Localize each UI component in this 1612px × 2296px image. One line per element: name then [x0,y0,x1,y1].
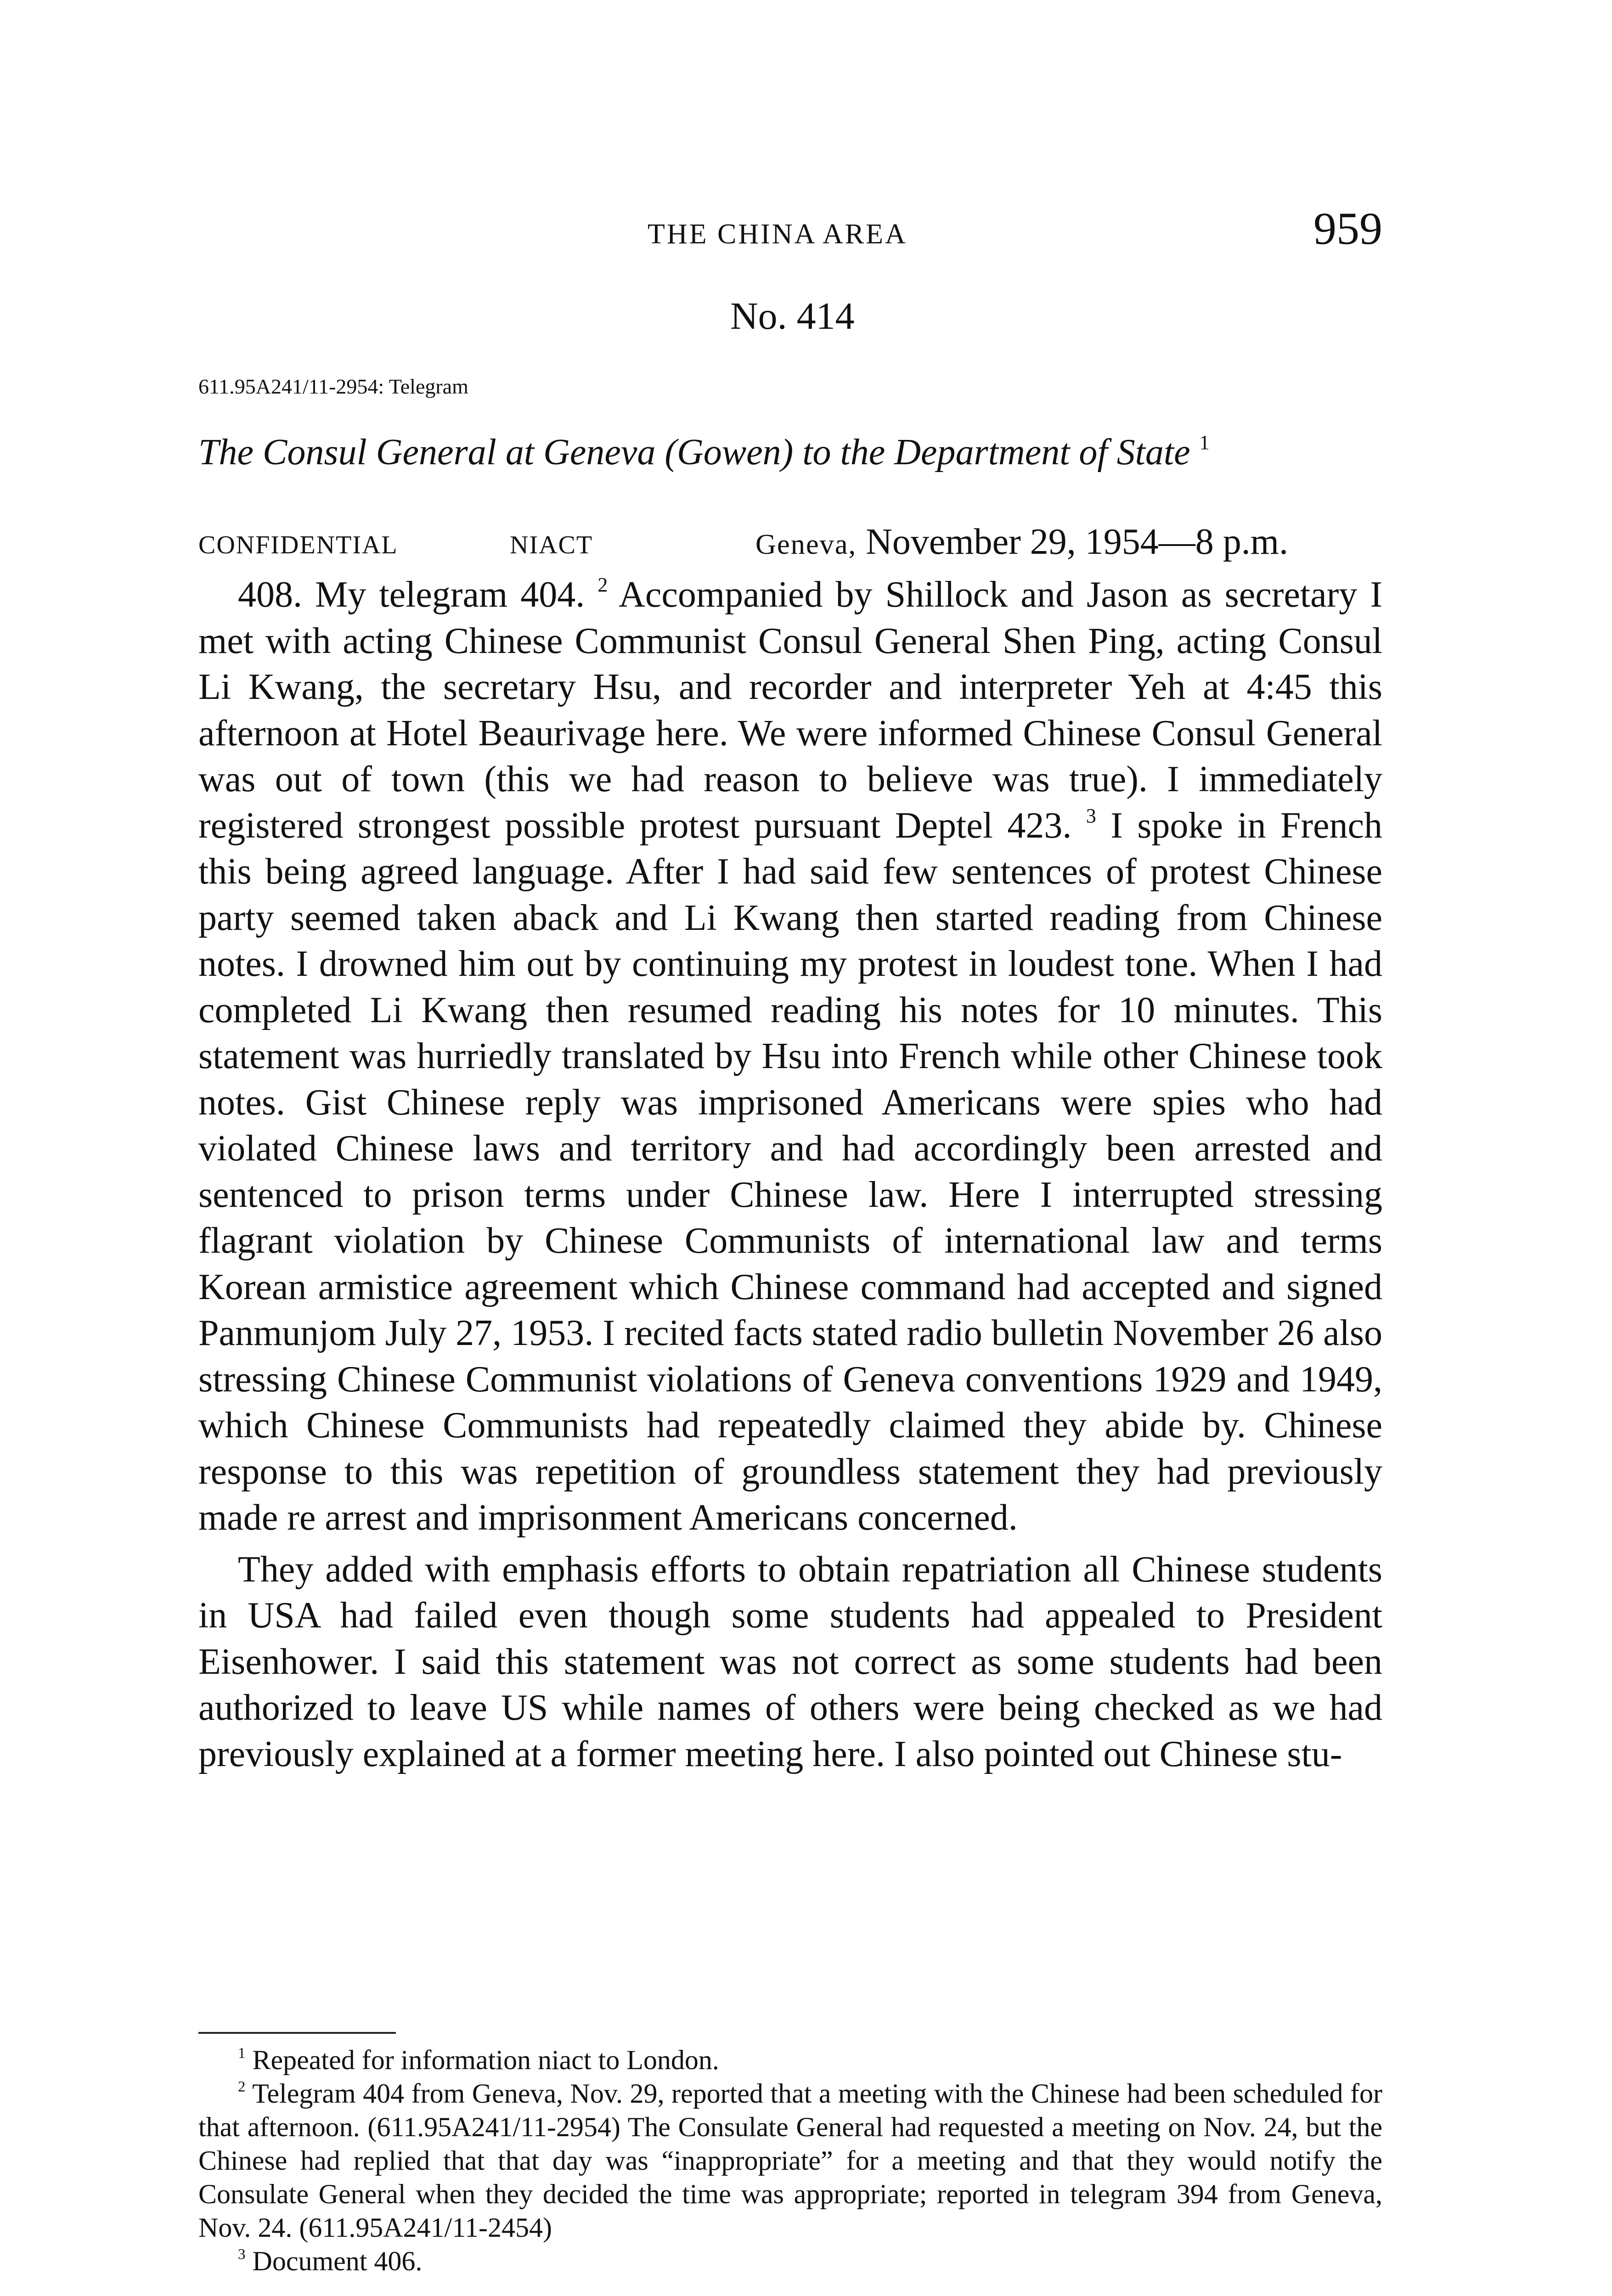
footnote-1-marker: 1 [238,2045,246,2062]
file-reference: 611.95A241/11-2954: Telegram [198,375,468,398]
precedence-label: NIACT [510,531,593,559]
footnote-2-text: Telegram 404 from Geneva, Nov. 29, reported that a meeting with the Chinese had been scheduled for that afternoon. (611.95A241/11-2954) The Consulate General had requested a meeting on Nov. 24, but the Chinese had replied that that day was “inappropriate” for a meeting and that they would notify the Consulate General when they decided the time was appropriate; reported in telegram 394 from Geneva, Nov. 24. (611.95A241/11-2454) [198,2078,1382,2243]
footnote-divider [198,2032,396,2034]
heading-text: The Consul General at Geneva (Gowen) to the Department of State [198,432,1190,473]
footnote-1-text: Repeated for information niact to London. [252,2045,719,2075]
footnote-2 [198,2077,1382,2245]
footnote-ref-3: 3 [1086,804,1096,827]
footnote-3-marker: 3 [238,2246,246,2263]
footnote-2-marker: 2 [238,2078,246,2095]
dateline-date: November 29, 1954—8 p.m. [866,522,1289,562]
footnote-ref-1: 1 [1199,431,1210,454]
body-paragraph-2: They added with emphasis efforts to obtain repatriation all Chinese students in USA had failed even though some students had appealed to President Eisenhower. I said this statement was not correct as some students had been authorized to leave US while names of others were being checked as we had previously explained at a former meeting here. I also pointed out Chinese stu- [198,1549,1382,1774]
running-head: THE CHINA AREA [648,219,907,250]
paragraph-1-part-b: Accompanied by Shillock and Jason as secretary I met with acting Chinese Communist Consul General Shen Ping, acting Consul Li Kwang, the secretary Hsu, and recorder and interpreter Yeh at 4:45 this afternoon at Hotel Beaurivage here. We were informed Chinese Consul General was out of town (this we had reason to believe was true). I immediately registered strongest possible protest pursuant Deptel 423. [198,574,1383,846]
paragraph-1-part-a: 408. My telegram 404. [238,574,585,615]
document-number: No. 414 [730,295,855,338]
document-heading [198,432,1415,473]
paragraph-1-part-c: I spoke in French this being agreed language. After I had said few sentences of protest Chinese party seemed taken aback and Li Kwang then started reading from Chinese notes. I drowned him out by continuing my protest in loudest tone. When I had completed Li Kwang then resumed reading his notes for 10 minutes. This statement was hurriedly translated by Hsu into French while other Chinese took notes. Gist Chinese reply was imprisoned Americans were spies who had violated Chinese laws and territory and had accordingly been arrested and sentenced to prison terms under Chinese law. Here I interrupted stressing flagrant violation by Chinese Communists of international law and terms Korean armistice agreement which Chinese command had accepted and signed Panmunjom July 27, 1953. I recited facts stated radio bulletin November 26 also stressing Chinese Communist violations of Geneva conventions 1929 and 1949, which Chinese Communists had repeatedly claimed they abide by. Chinese response to this was repetition of groundless statement they had previously made re arrest and imprisonment Americans concerned. [198,805,1383,1538]
footnote-1 [198,2043,1382,2077]
footnote-ref-2: 2 [597,574,608,596]
telegram-body [198,572,1382,1777]
dateline-city: Geneva, [755,529,857,560]
dateline [755,521,1288,563]
footnote-3-text: Document 406. [252,2246,423,2276]
page-number: 959 [1313,203,1382,254]
classification-label: CONFIDENTIAL [198,531,398,559]
footnotes [198,2043,1382,2278]
body-paragraph-1 [198,572,1382,1541]
footnote-3 [198,2245,1382,2278]
